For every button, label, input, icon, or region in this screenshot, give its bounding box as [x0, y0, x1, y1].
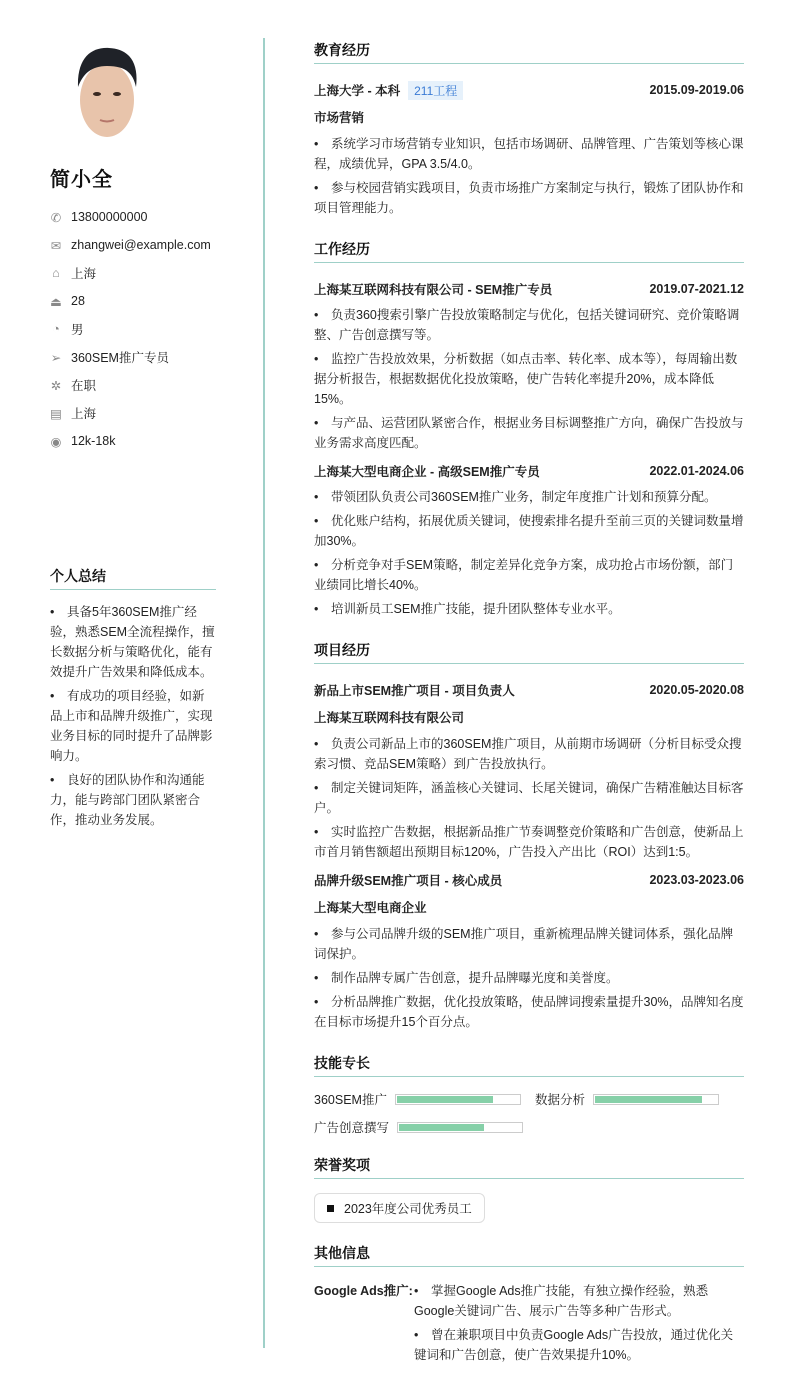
avatar — [67, 42, 147, 142]
job-date: 2022.01-2024.06 — [649, 464, 744, 478]
education-header — [314, 80, 744, 100]
section-title: 技能专长 — [314, 1053, 744, 1077]
info-status — [50, 371, 211, 399]
candidate-name: 简小全 — [50, 169, 113, 191]
job-item: • 培训新员工SEM推广技能，提升团队整体专业水平。 — [314, 599, 744, 619]
awards-section — [314, 1155, 744, 1223]
job-item: • 分析竞争对手SEM策略，制定差异化竞争方案，成功抢占市场份额，部门业绩同比增长40%。 — [314, 555, 744, 595]
other-label: Google Ads推广: — [314, 1284, 413, 1298]
skill-item — [314, 1119, 730, 1135]
job-item: • 带领团队负责公司360SEM推广业务，制定年度推广计划和预算分配。 — [314, 487, 744, 507]
project-item: • 负责公司新品上市的360SEM推广项目，从前期市场调研（分析目标受众搜索习惯、竞品SEM策略）到广告投放执行。 — [314, 734, 744, 774]
project-item: • 制作品牌专属广告创意，提升品牌曝光度和美誉度。 — [314, 968, 744, 988]
award-badge — [314, 1193, 485, 1223]
square-bullet-icon — [327, 1205, 334, 1212]
skill-bar-fill — [399, 1124, 484, 1131]
job-item: • 负责360搜索引擎广告投放策略制定与优化，包括关键词研究、竞价策略调整、广告创意撰写等。 — [314, 305, 744, 345]
major: 市场营销 — [314, 111, 365, 125]
section-title: 荣誉奖项 — [314, 1155, 744, 1179]
skill-item — [535, 1091, 719, 1107]
section-title: 其他信息 — [314, 1243, 744, 1267]
salary-value: 12k-18k — [71, 434, 116, 448]
education-item: • 参与校园营销实践项目，负责市场推广方案制定与执行，锻炼了团队协作和项目管理能力。 — [314, 178, 744, 218]
project-date: 2020.05-2020.08 — [649, 683, 744, 697]
section-title: 教育经历 — [314, 40, 744, 64]
project-title: 新品上市SEM推广项目 - 项目负责人 — [314, 684, 515, 698]
skill-bar — [395, 1094, 521, 1105]
city-value: 上海 — [71, 267, 97, 281]
project-item: • 分析品牌推广数据，优化投放策略，使品牌词搜索量提升30%，品牌知名度在目标市场提升15个百分点。 — [314, 992, 744, 1032]
job-title: 上海某大型电商企业 - 高级SEM推广专员 — [314, 465, 540, 479]
project-company: 上海某大型电商企业 — [314, 901, 427, 915]
skill-name: 广告创意撰写 — [314, 1121, 390, 1135]
job-send-icon: ➢ — [50, 350, 62, 365]
summary-title: 个人总结 — [50, 566, 216, 590]
skill-bar — [397, 1122, 523, 1133]
project-header — [314, 680, 744, 700]
summary-item: • 有成功的项目经验，如新品上市和品牌升级推广，实现业务目标的同时提升了品牌影响力。 — [50, 686, 216, 766]
other-item: • 掌握Google Ads推广技能，有独立操作经验，熟悉Google关键词广告、展示广告等多种广告形式。 — [414, 1281, 744, 1321]
job-date: 2019.07-2021.12 — [649, 282, 744, 296]
school-tag: 211工程 — [408, 81, 463, 100]
education-date: 2015.09-2019.06 — [649, 83, 744, 97]
job-item: • 优化账户结构，拓展优质关键词，使搜索排名提升至前三页的关键词数量增加30%。 — [314, 511, 744, 551]
skills-section — [314, 1053, 744, 1147]
work-section — [314, 239, 744, 619]
info-city — [50, 259, 211, 287]
project-header — [314, 870, 744, 890]
project-company: 上海某互联网科技有限公司 — [314, 711, 465, 725]
info-target-city — [50, 399, 211, 427]
projects-section — [314, 640, 744, 1032]
age-value: 28 — [71, 294, 85, 308]
info-phone — [50, 203, 211, 231]
other-section — [314, 1243, 744, 1369]
status-value: 在职 — [71, 379, 97, 393]
award-label: 2023年度公司优秀员工 — [344, 1202, 472, 1216]
target-job-value: 360SEM推广专员 — [71, 351, 169, 365]
target-city-value: 上海 — [71, 407, 97, 421]
job-header — [314, 461, 744, 481]
info-target-job — [50, 343, 211, 371]
job-header — [314, 279, 744, 299]
education-item: • 系统学习市场营销专业知识，包括市场调研、品牌管理、广告策划等核心课程，成绩优异，GPA 3.5/4.0。 — [314, 134, 744, 174]
section-title: 项目经历 — [314, 640, 744, 664]
contact-info-list — [50, 203, 211, 455]
skill-bar — [593, 1094, 719, 1105]
project-item: • 实时监控广告数据，根据新品推广节奏调整竞价策略和广告创意，使新品上市首月销售额超出预期目标120%，广告投入产出比（ROI）达到1:5。 — [314, 822, 744, 862]
other-item: • 曾在兼职项目中负责Google Ads广告投放，通过优化关键词和广告创意，使广告效果提升10%。 — [414, 1325, 744, 1365]
phone-value: 13800000000 — [71, 210, 148, 224]
info-gender — [50, 315, 211, 343]
education-section — [314, 40, 744, 218]
skill-name: 数据分析 — [534, 1093, 585, 1107]
mail-icon: ✉ — [50, 238, 62, 253]
project-title: 品牌升级SEM推广项目 - 核心成员 — [314, 874, 503, 888]
skill-item — [314, 1091, 521, 1107]
info-salary — [50, 427, 211, 455]
email-value: zhangwei@example.com — [71, 238, 211, 252]
summary-item: • 良好的团队协作和沟通能力，能与跨部门团队紧密合作，推动业务发展。 — [50, 770, 216, 830]
skill-bar-fill — [595, 1096, 702, 1103]
school-name: 上海大学 - 本科 — [314, 83, 401, 98]
salary-icon: ◉ — [50, 434, 62, 449]
project-item: • 制定关键词矩阵，涵盖核心关键词、长尾关键词，确保广告精准触达目标客户。 — [314, 778, 744, 818]
skill-name: 360SEM推广 — [314, 1093, 387, 1107]
project-item: • 参与公司品牌升级的SEM推广项目，重新梳理品牌关键词体系，强化品牌词保护。 — [314, 924, 744, 964]
summary-section — [50, 566, 216, 834]
main-content — [314, 40, 744, 1369]
home-icon: ⌂ — [52, 266, 60, 280]
other-info-row — [314, 1281, 744, 1369]
section-title: 工作经历 — [314, 239, 744, 263]
summary-item: • 具备5年360SEM推广经验，熟悉SEM全流程操作，擅长数据分析与策略优化，能有效提升广告效果和降低成本。 — [50, 602, 216, 682]
project-date: 2023.03-2023.06 — [649, 873, 744, 887]
info-email — [50, 231, 211, 259]
building-icon: ▤ — [50, 406, 62, 421]
skill-bar-fill — [397, 1096, 493, 1103]
gender-icon: ◔ — [52, 322, 60, 336]
info-age — [50, 287, 211, 315]
job-title: 上海某互联网科技有限公司 - SEM推广专员 — [314, 283, 553, 297]
phone-icon: ✆ — [50, 210, 62, 225]
age-icon: ⏏ — [50, 294, 62, 309]
job-item: • 监控广告投放效果，分析数据（如点击率、转化率、成本等），每周输出数据分析报告，根据数据优化投放策略，使广告转化率提升20%，成本降低15%。 — [314, 349, 744, 409]
gender-value: 男 — [71, 323, 84, 337]
status-icon: ✲ — [50, 378, 62, 393]
job-item: • 与产品、运营团队紧密合作，根据业务目标调整推广方向，确保广告投放与业务需求高度匹配。 — [314, 413, 744, 453]
sidebar — [0, 0, 264, 1386]
column-divider — [263, 38, 265, 1348]
